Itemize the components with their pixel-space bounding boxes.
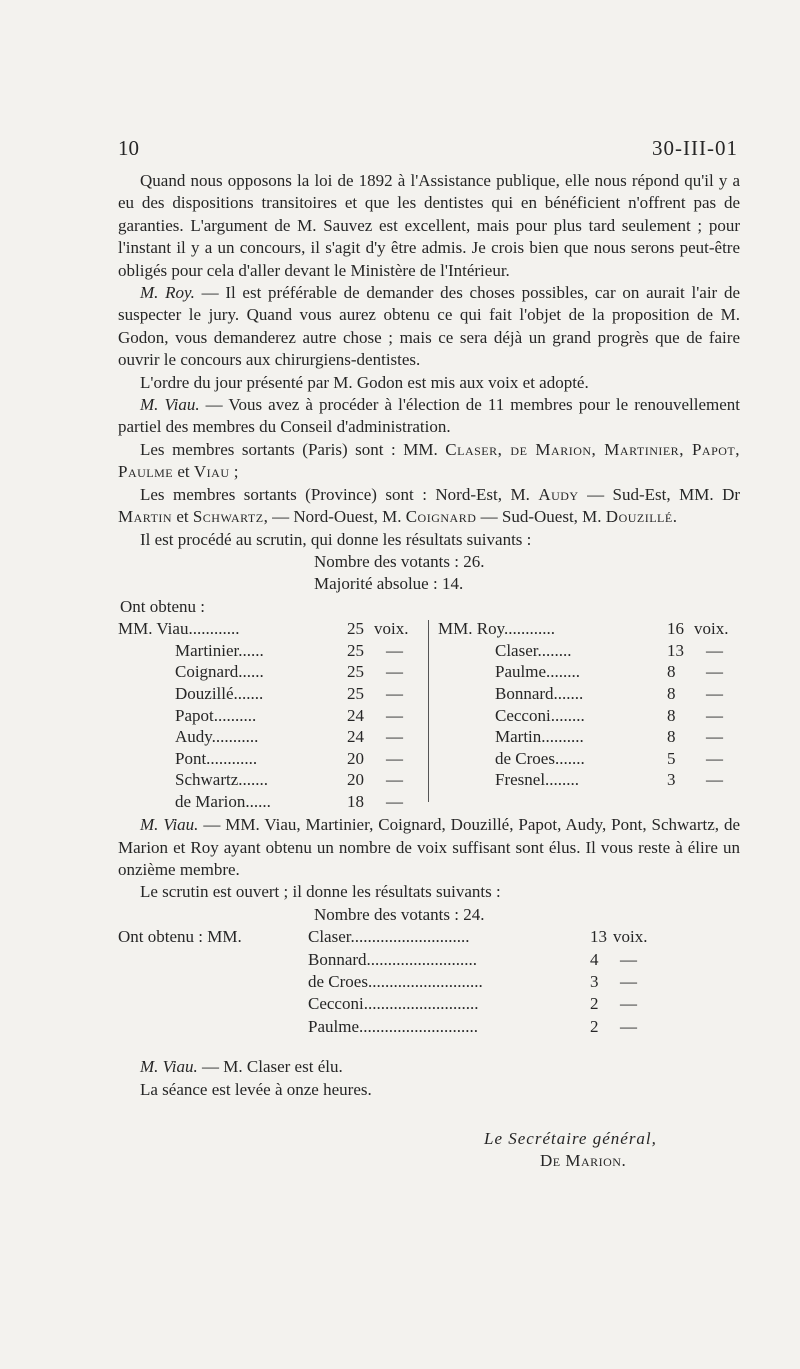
vote-unit: — (706, 662, 723, 682)
page-header (118, 136, 738, 162)
vote-count: 25 (347, 683, 364, 703)
vote-count: 24 (347, 705, 364, 725)
ballot-row (438, 683, 740, 705)
vote-unit: — (386, 640, 403, 660)
vote-count: 25 (347, 662, 364, 682)
votants-count-2 (118, 904, 740, 926)
ballot-row (438, 748, 740, 770)
vote-count: 24 (347, 727, 364, 747)
candidate-name: Cecconi........ (495, 705, 585, 725)
candidate-name: Claser............................ (308, 927, 470, 947)
vote-count: 2 (590, 1016, 599, 1036)
vote-unit: — (706, 770, 723, 790)
vote-count: 25 (347, 619, 364, 639)
second-ballot-row (118, 1016, 740, 1038)
candidate-name: Bonnard....... (495, 683, 584, 703)
ballot-row (438, 618, 740, 640)
speaker-viau-3: M. Viau. (140, 1057, 198, 1077)
paragraph-scrutin-1: Il est procédé au scrutin, qui donne les résultats suivants : (140, 529, 532, 549)
vote-count: 2 (590, 994, 599, 1014)
vote-unit: voix. (694, 619, 729, 639)
majorite-text: Majorité absolue : 14. (314, 574, 464, 594)
first-ballot-left-column (118, 618, 418, 812)
ballot-row (118, 748, 418, 770)
candidate-name: MM. Roy............ (438, 619, 555, 639)
signature-title: Le Secrétaire général, (484, 1129, 657, 1148)
second-ballot-row (118, 949, 740, 971)
vote-count: 8 (667, 705, 676, 725)
province-end: . (672, 507, 677, 527)
majorite-absolue (118, 573, 740, 595)
candidate-name: de Marion...... (175, 791, 271, 811)
vote-unit: — (706, 705, 723, 725)
candidate-name: de Croes....... (495, 748, 585, 768)
column-divider (428, 620, 429, 802)
ballot-row (118, 661, 418, 683)
vote-unit: — (386, 662, 403, 682)
vote-unit: — (386, 770, 403, 790)
ballot-row (118, 726, 418, 748)
vote-unit: voix. (374, 619, 409, 639)
vote-count: 18 (347, 791, 364, 811)
second-ballot-row (118, 993, 740, 1015)
paragraph-members-province (118, 484, 740, 529)
first-ballot-right-column (438, 618, 740, 791)
province-schwartz: Schwartz (192, 507, 264, 527)
paragraph-assistance: Quand nous opposons la loi de 1892 à l'Assistance publique, elle nous répond qu'il y a eu des dispositions transitoires et que les dentistes qui en bénéficient n'offrent pas de garanties. L'argument de M. Sauvez est excellent, mais pour plus tard seulement ; pour l'instant il y a un concours, il s'agit d'y être admis. Je crois bien que nous serons peut-être obligés pour cela d'aller devant le Ministère de l'Intérieur. (118, 171, 740, 280)
candidate-name: MM. Viau............ (118, 619, 240, 639)
vote-unit: — (706, 748, 723, 768)
body-text (118, 170, 740, 1101)
paris-and: et (173, 462, 194, 482)
vote-count: 13 (667, 640, 684, 660)
vote-unit: — (620, 971, 637, 991)
province-sudouest: — Sud-Ouest, M. (476, 507, 606, 527)
vote-unit: — (386, 683, 403, 703)
paris-last-name: Viau (193, 462, 230, 482)
vote-unit: — (386, 727, 403, 747)
province-intro: Les membres sortants (Province) sont : Nord-Est, M. (140, 484, 539, 504)
ont-obtenu-text: Ont obtenu : (120, 596, 205, 616)
speaker-viau-2: M. Viau. (140, 815, 199, 835)
vote-count: 13 (590, 927, 607, 947)
vote-count: 20 (347, 748, 364, 768)
province-martin: Martin (118, 507, 173, 527)
paris-end: ; (229, 462, 239, 482)
speaker-roy: M. Roy. (140, 283, 195, 303)
candidate-name: Fresnel........ (495, 770, 580, 790)
province-douzille: Douzillé (605, 507, 673, 527)
vote-unit: — (386, 748, 403, 768)
province-coignard: Coignard (405, 507, 477, 527)
ballot-row (438, 769, 740, 791)
candidate-name: Pont............ (175, 748, 258, 768)
candidate-name: Martin.......... (495, 727, 584, 747)
paragraph-roy (118, 282, 740, 372)
page-date: 30-III-01 (652, 136, 738, 160)
ballot-row (118, 640, 418, 662)
vote-count: 20 (347, 770, 364, 790)
candidate-name: Schwartz....... (175, 770, 269, 790)
candidate-name: Papot.......... (175, 705, 257, 725)
candidate-name: de Croes........................... (308, 971, 483, 991)
signature-name: De Marion. (540, 1151, 627, 1170)
second-ballot-row (118, 926, 740, 948)
candidate-name: Paulme............................ (308, 1016, 478, 1036)
votants-2-text: Nombre des votants : 24. (314, 904, 485, 924)
votants-1-text: Nombre des votants : 26. (314, 551, 485, 571)
candidate-name: Claser........ (495, 640, 572, 660)
votants-count-1 (118, 551, 740, 573)
vote-unit: — (620, 949, 637, 969)
roy-text: — Il est préférable de demander des choses possibles, car on aurait l'air de suspecter le jury. Quand vous aurez obtenu ce qui fait l'objet de la proposition de M. Godon, vous demanderez autre chose ; mais ce sera déjà un grand progrès que de faire ouvrir le concours aux chirurgiens-dentistes. (118, 283, 740, 370)
signature-block (484, 1128, 657, 1172)
ballot-row (118, 769, 418, 791)
ballot-row (118, 618, 418, 640)
ballot-row (438, 661, 740, 683)
vote-unit: — (620, 994, 637, 1014)
vote-unit: — (386, 791, 403, 811)
vote-unit: — (620, 1016, 637, 1036)
candidate-name: Martinier...... (175, 640, 264, 660)
paragraph-seance-levee: La séance est levée à onze heures. (140, 1079, 372, 1099)
vote-count: 16 (667, 619, 684, 639)
ont-obtenu-prefix: Ont obtenu : MM. (118, 927, 242, 947)
claser-elu-text: — M. Claser est élu. (197, 1057, 343, 1077)
province-audy: Audy (538, 484, 579, 504)
candidate-name: Paulme........ (495, 662, 580, 682)
vote-count: 5 (667, 748, 676, 768)
province-sudest: — Sud-Est, MM. Dr (578, 484, 741, 504)
viau-election-text: — Vous avez à procéder à l'élection de 11 membres pour le renouvellement partiel des membres du Conseil d'administration. (118, 395, 740, 437)
candidate-name: Coignard...... (175, 662, 264, 682)
paris-names: Claser, de Marion, Martinier, Papot, Paulme (118, 439, 741, 482)
vote-count: 8 (667, 662, 676, 682)
vote-unit: — (706, 683, 723, 703)
vote-count: 8 (667, 727, 676, 747)
viau-elus-text: — MM. Viau, Martinier, Coignard, Douzillé, Papot, Audy, Pont, Schwartz, de Marion et Roy ayant obtenu un nombre de voix suffisant sont élus. Il vous reste à élire un onzième membre. (118, 815, 740, 879)
candidate-name: Douzillé....... (175, 683, 264, 703)
paragraph-viau-election (118, 394, 740, 439)
ballot-row (118, 683, 418, 705)
candidate-name: Bonnard.......................... (308, 949, 478, 969)
ballot-row (438, 705, 740, 727)
vote-count: 3 (590, 971, 599, 991)
candidate-name: Cecconi........................... (308, 994, 479, 1014)
speaker-viau: M. Viau. (140, 395, 200, 415)
paragraph-claser-elu (118, 1056, 740, 1078)
vote-count: 8 (667, 683, 676, 703)
paragraph-ordre-du-jour: L'ordre du jour présenté par M. Godon est mis aux voix et adopté. (140, 372, 589, 392)
paragraph-scrutin-2: Le scrutin est ouvert ; il donne les résultats suivants : (140, 882, 501, 902)
vote-unit: — (386, 705, 403, 725)
ballot-row (438, 726, 740, 748)
vote-unit: voix. (613, 927, 648, 947)
paris-intro: Les membres sortants (Paris) sont : MM. (140, 439, 446, 459)
page-number: 10 (118, 136, 139, 160)
ballot-row (118, 791, 418, 813)
vote-count: 3 (667, 770, 676, 790)
candidate-name: Audy........... (175, 727, 259, 747)
vote-unit: — (706, 727, 723, 747)
province-nordouest: , — Nord-Ouest, M. (263, 507, 406, 527)
first-ballot-results (118, 618, 740, 814)
second-ballot-row (118, 971, 740, 993)
ballot-row (118, 705, 418, 727)
second-ballot-results (118, 926, 740, 1056)
vote-count: 25 (347, 640, 364, 660)
paragraph-viau-elus (118, 814, 740, 881)
ont-obtenu-label (118, 596, 740, 618)
ballot-row (438, 640, 740, 662)
vote-count: 4 (590, 949, 599, 969)
province-et: et (172, 507, 193, 527)
vote-unit: — (706, 640, 723, 660)
paragraph-members-paris (118, 439, 740, 484)
